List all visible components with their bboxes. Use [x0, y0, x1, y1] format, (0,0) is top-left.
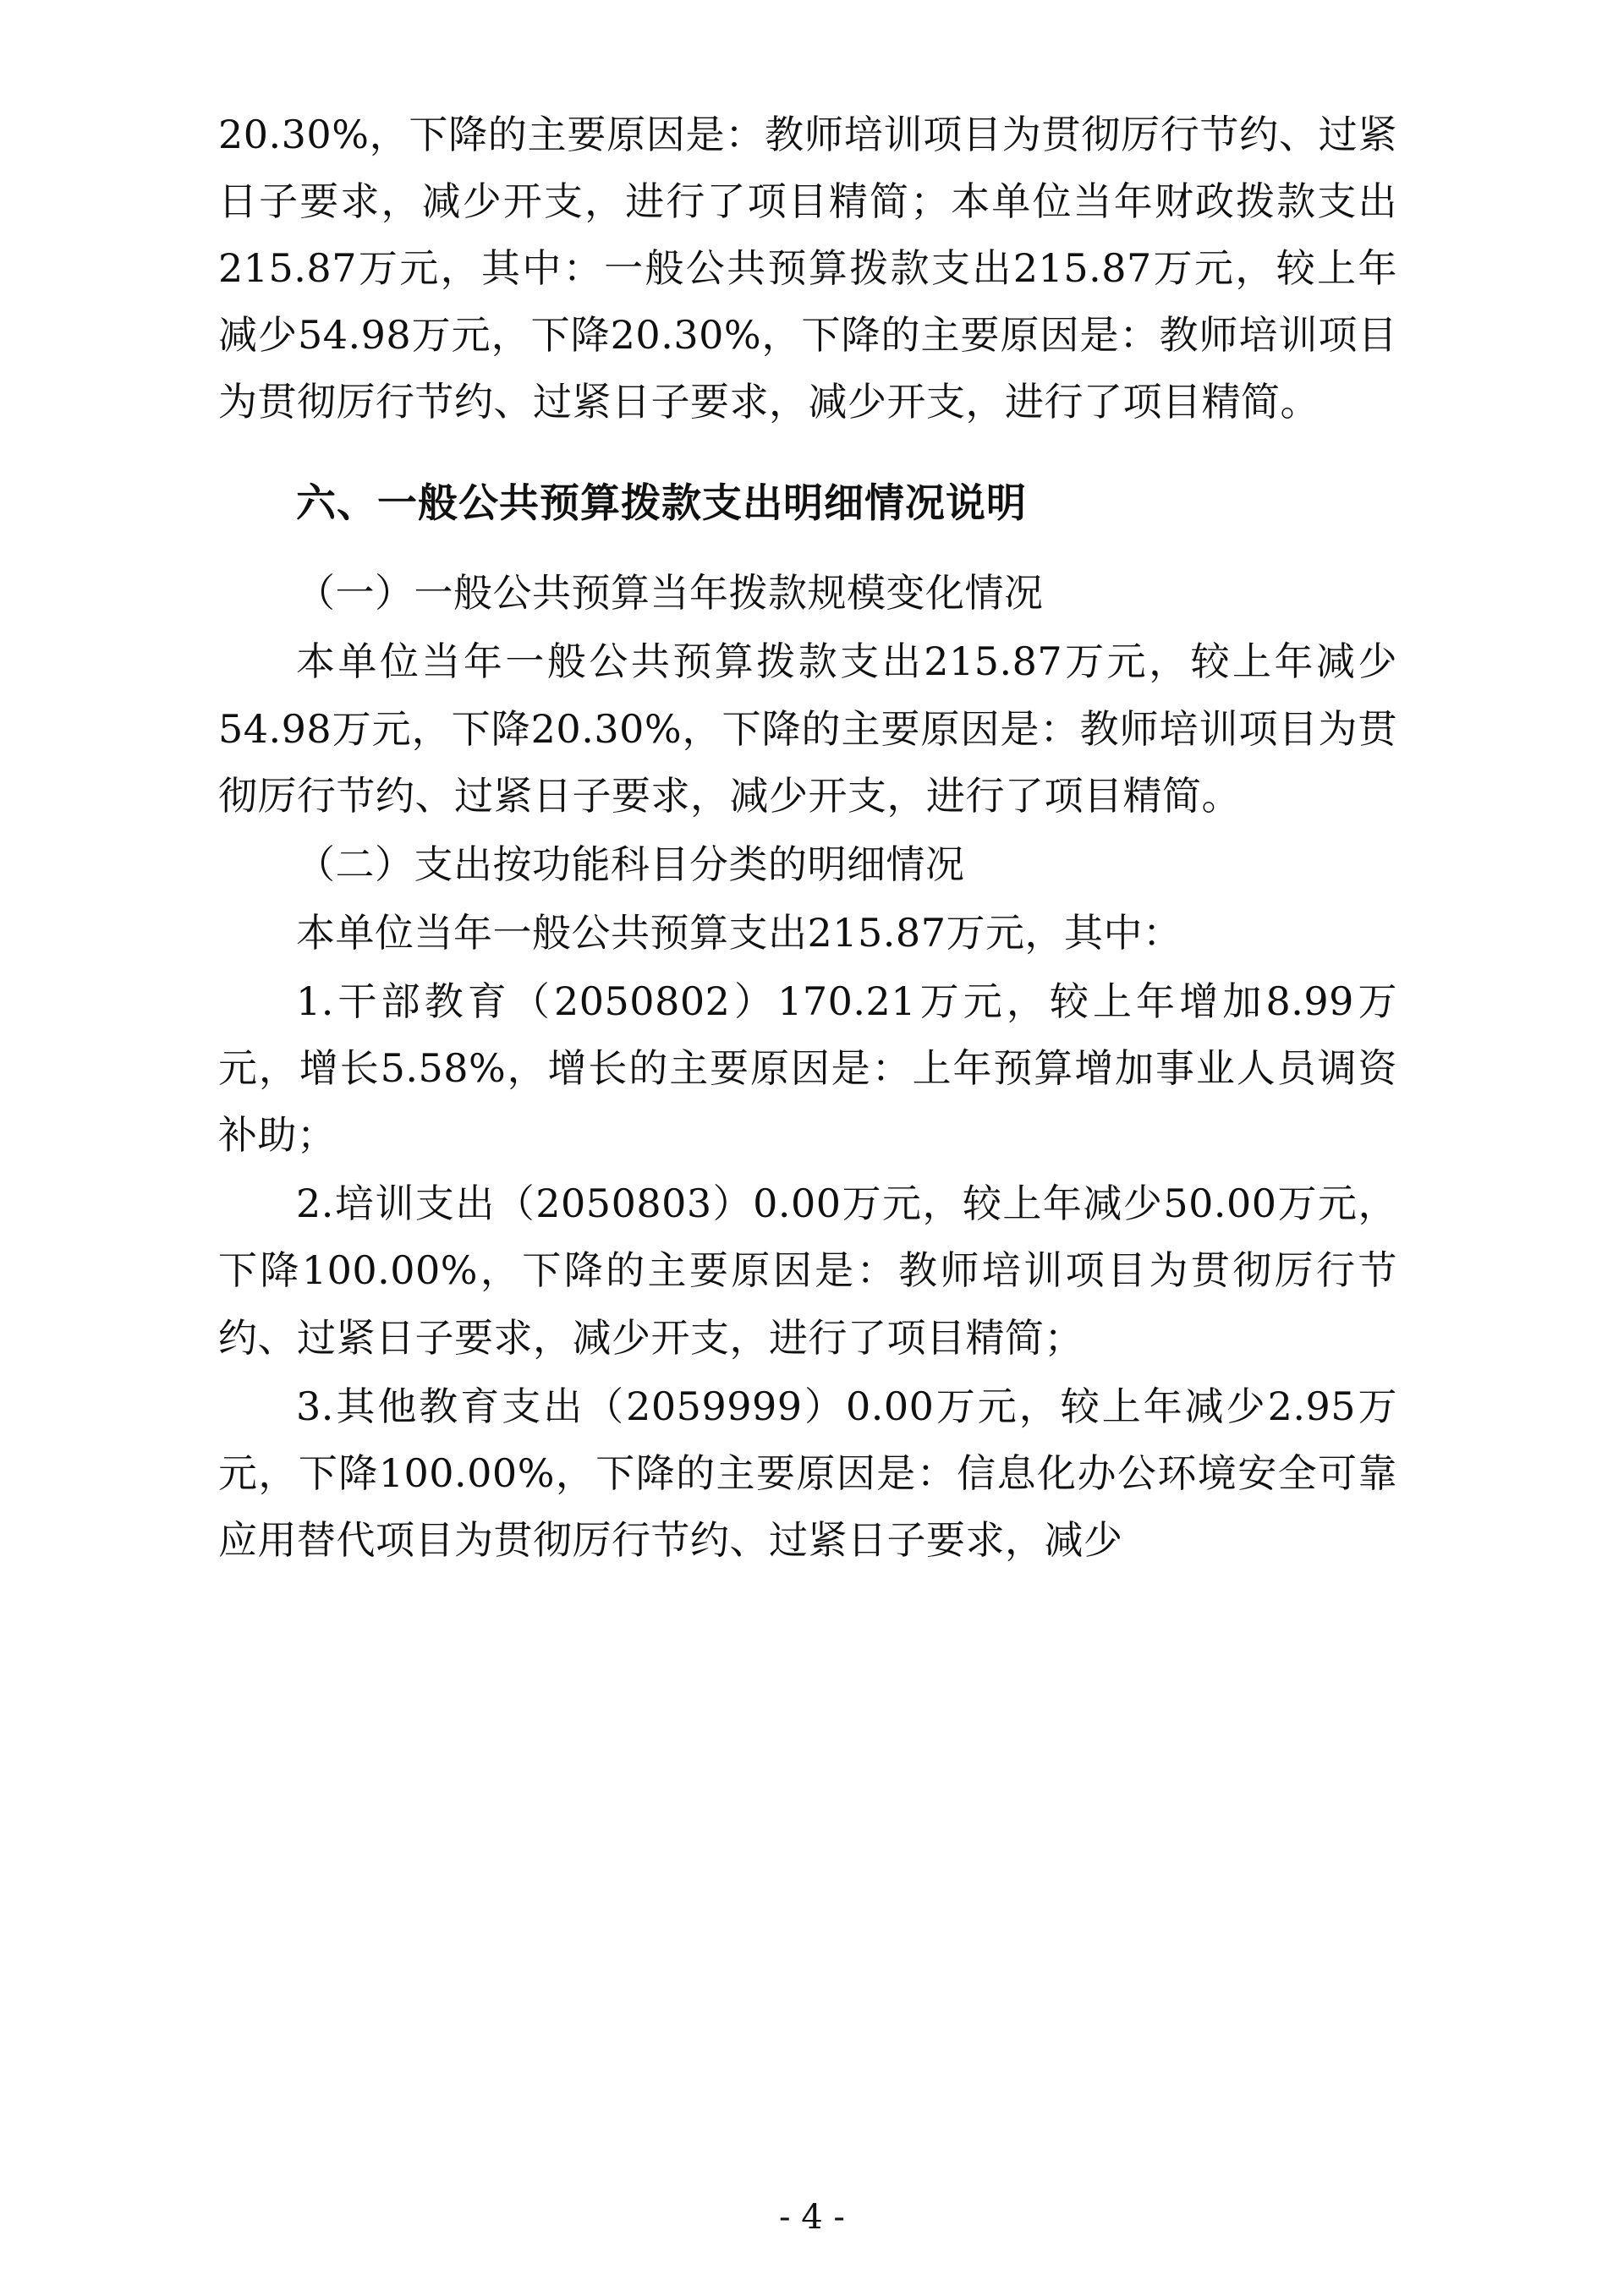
section-heading-six: 六、一般公共预算拨款支出明细情况说明 [296, 479, 1027, 527]
subsection-title-one: （一）一般公共预算当年拨款规模变化情况 [296, 570, 1044, 616]
list-item-3: 3.其他教育支出（2059999）0.00万元，较上年减少2.95万元，下降100.00%，下降的主要原因是：信息化办公环境安全可靠应用替代项目为贯彻厉行节约、过紧日子要求，减少 [218, 1383, 1397, 1563]
subsection-body-two: 本单位当年一般公共预算支出215.87万元，其中： [296, 909, 1182, 956]
subsection-body-one: 本单位当年一般公共预算拨款支出215.87万元，较上年减少54.98万元，下降20.30%，下降的主要原因是：教师培训项目为贯彻厉行节约、过紧日子要求，减少开支，进行了项目精简。 [218, 638, 1397, 819]
paragraph-continuation: 20.30%，下降的主要原因是：教师培训项目为贯彻厉行节约、过紧日子要求，减少开支，进行了项目精简；本单位当年财政拨款支出215.87万元，其中：一般公共预算拨款支出215.87万元，较上年减少54.98万元，下降20.30%，下降的主要原因是：教师培训项目为贯彻厉行节约、过紧日子要求，减少开支，进行了项目精简。 [218, 112, 1397, 425]
list-item-1: 1.干部教育（2050802）170.21万元，较上年增加8.99万元，增长5.58%，增长的主要原因是：上年预算增加事业人员调资补助； [218, 978, 1397, 1159]
subsection-title-two: （二）支出按功能科目分类的明细情况 [296, 841, 965, 887]
document-body [218, 101, 1397, 1574]
page-number: - 4 - [779, 2198, 845, 2237]
list-item-2: 2.培训支出（2050803）0.00万元，较上年减少50.00万元，下降100.00%，下降的主要原因是：教师培训项目为贯彻厉行节约、过紧日子要求，减少开支，进行了项目精简； [218, 1181, 1397, 1361]
